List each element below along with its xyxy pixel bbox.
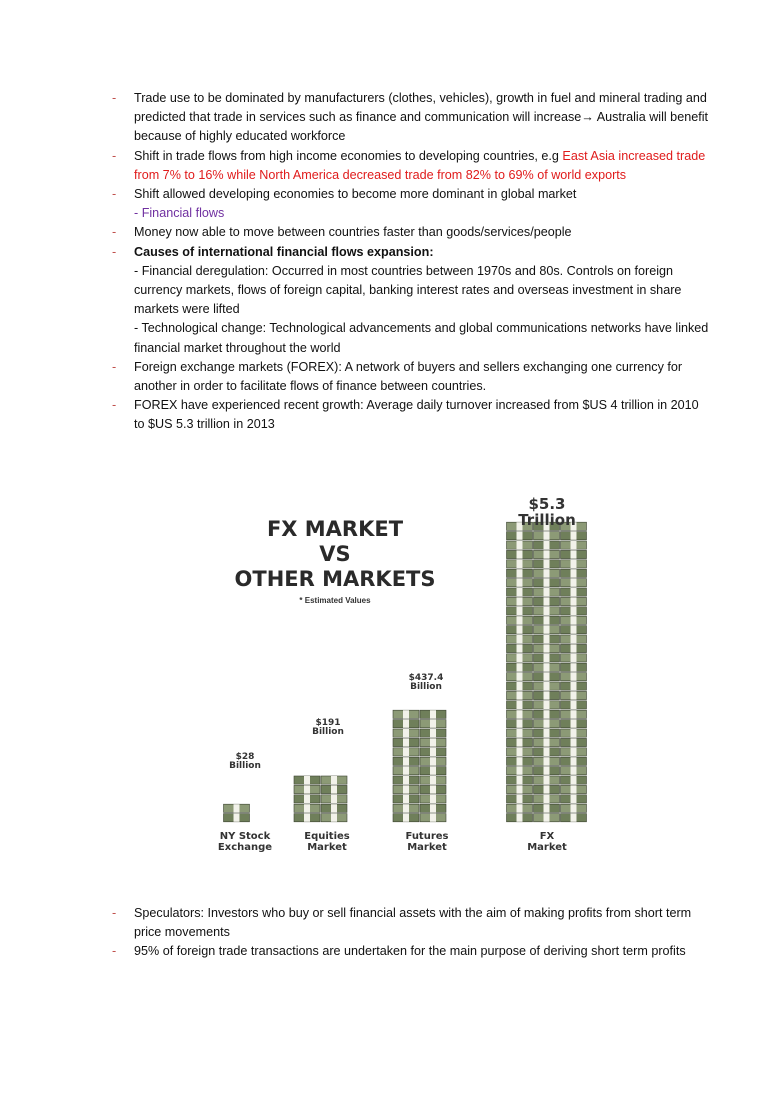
money-band <box>517 616 523 624</box>
money-band <box>403 720 409 728</box>
money-band <box>571 616 577 624</box>
money-band <box>403 814 409 822</box>
money-band <box>517 626 523 634</box>
money-band <box>571 682 577 690</box>
bullet-dash: - <box>112 359 117 374</box>
money-band <box>571 626 577 634</box>
category-label-nyse <box>205 831 285 853</box>
money-band <box>430 757 436 765</box>
value-label-futures-amount: $437.4 <box>408 673 444 683</box>
money-stack-3 <box>507 522 587 822</box>
money-band <box>517 541 523 549</box>
money-band <box>234 814 240 822</box>
bullet-text-highlight: East Asia increased trade from 7% to 16% while North America decreased trade from 82% to 69% of world exports <box>134 148 706 182</box>
money-band <box>304 776 310 784</box>
money-band <box>571 767 577 775</box>
chart-title <box>220 517 450 592</box>
notes-top <box>112 89 712 435</box>
money-band <box>544 785 550 793</box>
category-label-nyse-line-1: NY Stock <box>219 831 271 842</box>
money-band <box>571 814 577 822</box>
bullet-dash: - <box>112 91 117 105</box>
money-band <box>544 729 550 737</box>
money-band <box>571 607 577 615</box>
bullet-item <box>112 89 712 147</box>
money-stack-2 <box>393 710 446 822</box>
bullet-text: Money now able to move between countries faster than goods/services/people <box>134 225 572 240</box>
money-band <box>331 814 337 822</box>
money-band <box>331 785 337 793</box>
category-label-equities-line-1: Equities <box>304 831 350 842</box>
money-band <box>517 720 523 728</box>
money-band <box>571 691 577 699</box>
value-label-nyse-unit: Billion <box>229 761 261 772</box>
money-band <box>571 785 577 793</box>
money-band <box>403 729 409 737</box>
money-band <box>544 710 550 718</box>
money-band <box>571 776 577 784</box>
money-band <box>517 673 523 681</box>
bullet-item <box>112 223 712 242</box>
bullet-text: Shift allowed developing economies to become more dominant in global market <box>134 187 577 202</box>
money-band <box>544 560 550 568</box>
money-band <box>571 663 577 671</box>
money-band <box>571 720 577 728</box>
money-band <box>544 748 550 756</box>
money-band <box>517 767 523 775</box>
fx-market-figure <box>195 495 620 865</box>
money-band <box>544 597 550 605</box>
money-band <box>331 776 337 784</box>
category-label-fx-line-2: Market <box>527 842 567 853</box>
money-band <box>430 710 436 718</box>
money-band <box>430 804 436 812</box>
money-band <box>571 541 577 549</box>
money-band <box>430 748 436 756</box>
money-band <box>403 757 409 765</box>
money-band <box>517 607 523 615</box>
value-label-equities <box>295 719 361 738</box>
bullet-dash: - <box>112 187 117 202</box>
money-band <box>403 710 409 718</box>
money-band <box>544 767 550 775</box>
money-band <box>544 776 550 784</box>
money-stack-0 <box>224 804 250 822</box>
money-band <box>544 673 550 681</box>
money-band <box>517 597 523 605</box>
money-band <box>544 635 550 643</box>
money-band <box>544 569 550 577</box>
money-band <box>571 644 577 652</box>
money-band <box>544 654 550 662</box>
money-band <box>517 682 523 690</box>
bullet-item <box>112 185 712 223</box>
bullet-dash: - <box>112 244 117 259</box>
money-band <box>517 785 523 793</box>
money-band <box>517 560 523 568</box>
money-band <box>304 804 310 812</box>
money-band <box>403 767 409 775</box>
money-band <box>430 785 436 793</box>
category-label-fx-line-1: FX <box>539 831 555 842</box>
money-band <box>571 560 577 568</box>
bullet-text: Trade use to be dominated by manufacturers (clothes, vehicles), growth in fuel and mineral trading and predicted that trade in services such as finance and communication will increase→ Australia will benefit because of highly educated workforce <box>134 91 708 144</box>
bullet-item <box>112 147 712 185</box>
money-band <box>544 532 550 540</box>
money-band <box>544 541 550 549</box>
category-label-equities-line-2: Market <box>307 842 347 853</box>
money-band <box>517 644 523 652</box>
money-band <box>544 814 550 822</box>
money-band <box>517 532 523 540</box>
money-band <box>517 635 523 643</box>
money-band <box>544 738 550 746</box>
money-band <box>544 804 550 812</box>
money-band <box>544 607 550 615</box>
category-label-fx <box>507 831 587 853</box>
money-band <box>571 635 577 643</box>
money-band <box>517 804 523 812</box>
money-band <box>331 804 337 812</box>
bullet-dash: - <box>112 225 117 240</box>
bullet-dash: - <box>112 906 117 920</box>
category-label-futures-line-2: Market <box>407 842 447 853</box>
money-band <box>430 814 436 822</box>
money-band <box>517 729 523 737</box>
money-band <box>430 720 436 728</box>
category-label-equities <box>287 831 367 853</box>
money-band <box>544 701 550 709</box>
bullet-text: 95% of foreign trade transactions are undertaken for the main purpose of deriving short term profits <box>134 944 686 959</box>
money-band <box>544 691 550 699</box>
bullet-subline: - Financial deregulation: Occurred in most countries between 1970s and 80s. Controls on foreign currency markets, flows of foreign capital, banking interest rates and overseas investment in share markets were lifted <box>134 263 682 317</box>
money-band <box>234 804 240 812</box>
money-band <box>517 710 523 718</box>
value-label-equities-amount: $191 <box>315 718 341 728</box>
bullet-text-pre: Shift in trade flows from high income economies to developing countries, e.g <box>134 148 563 163</box>
money-band <box>517 691 523 699</box>
money-band <box>571 757 577 765</box>
money-band <box>544 550 550 558</box>
money-band <box>517 550 523 558</box>
money-band <box>430 729 436 737</box>
money-stack-1 <box>294 776 347 822</box>
money-band <box>517 738 523 746</box>
category-label-nyse-line-2: Exchange <box>217 842 273 853</box>
money-band <box>571 701 577 709</box>
money-band <box>571 597 577 605</box>
money-band <box>544 720 550 728</box>
bullet-text <box>134 147 712 185</box>
money-band <box>403 748 409 756</box>
money-band <box>571 738 577 746</box>
bullet-text: Foreign exchange markets (FOREX): A network of buyers and sellers exchanging one currency for another in order to facilitate flows of finance between countries. <box>134 359 683 394</box>
bullet-dash: - <box>112 944 117 959</box>
bullet-dash: - <box>112 148 117 163</box>
money-band <box>430 767 436 775</box>
money-band <box>544 682 550 690</box>
money-band <box>544 579 550 587</box>
money-band <box>571 729 577 737</box>
money-band <box>571 710 577 718</box>
money-band <box>517 757 523 765</box>
money-band <box>571 532 577 540</box>
money-band <box>544 795 550 803</box>
bullet-heading: Causes of international financial flows expansion: <box>134 244 434 259</box>
category-label-futures <box>387 831 467 853</box>
money-band <box>430 738 436 746</box>
money-band <box>430 776 436 784</box>
value-label-fx-unit: Trillion <box>518 510 576 529</box>
money-band <box>544 588 550 596</box>
money-band <box>517 588 523 596</box>
value-label-fx <box>495 497 599 529</box>
money-band <box>571 579 577 587</box>
value-label-futures <box>391 674 461 693</box>
money-band <box>517 776 523 784</box>
money-band <box>430 795 436 803</box>
notes-bottom <box>112 904 712 962</box>
chart-subtitle: * Estimated Values <box>299 596 371 605</box>
money-band <box>571 748 577 756</box>
bullet-subline: - Technological change: Technological advancements and global communications networks have linked financial market throughout the world <box>134 321 709 355</box>
money-band <box>517 701 523 709</box>
money-band <box>544 616 550 624</box>
money-band <box>544 644 550 652</box>
value-label-fx-amount: $5.3 <box>528 495 566 513</box>
value-label-futures-unit: Billion <box>410 682 442 693</box>
money-band <box>571 654 577 662</box>
bullet-item <box>112 904 712 942</box>
money-band <box>331 795 337 803</box>
money-band <box>544 757 550 765</box>
money-band <box>571 569 577 577</box>
chart-title-line-1: FX MARKET <box>266 517 404 541</box>
bullet-text: Speculators: Investors who buy or sell financial assets with the aim of making profits from short term price movements <box>134 906 692 940</box>
chart-title-line-3: OTHER MARKETS <box>234 567 436 591</box>
money-band <box>517 569 523 577</box>
money-band <box>571 673 577 681</box>
category-label-futures-line-1: Futures <box>405 831 449 842</box>
bullet-item <box>112 358 712 396</box>
money-band <box>304 814 310 822</box>
money-band <box>403 738 409 746</box>
bullet-item <box>112 396 712 434</box>
bullet-item <box>112 942 712 961</box>
money-band <box>304 795 310 803</box>
money-band <box>517 748 523 756</box>
money-band <box>544 663 550 671</box>
money-band <box>403 795 409 803</box>
money-band <box>403 804 409 812</box>
money-band <box>544 626 550 634</box>
chart-title-line-2: VS <box>319 542 351 566</box>
bullet-item <box>112 243 712 358</box>
money-band <box>517 579 523 587</box>
money-band <box>571 795 577 803</box>
money-band <box>403 785 409 793</box>
money-band <box>571 804 577 812</box>
money-band <box>517 654 523 662</box>
money-band <box>517 795 523 803</box>
money-band <box>304 785 310 793</box>
money-band <box>571 588 577 596</box>
money-band <box>403 776 409 784</box>
section-subheading: - Financial flows <box>134 206 225 221</box>
value-label-nyse-amount: $28 <box>235 752 255 762</box>
value-label-equities-unit: Billion <box>312 727 344 738</box>
bullet-text: FOREX have experienced recent growth: Average daily turnover increased from $US 4 trillion in 2010 to $US 5.3 trillion in 2013 <box>134 398 699 432</box>
money-band <box>571 550 577 558</box>
value-label-nyse <box>215 753 275 772</box>
money-band <box>517 814 523 822</box>
bullet-dash: - <box>112 398 117 413</box>
money-band <box>517 663 523 671</box>
